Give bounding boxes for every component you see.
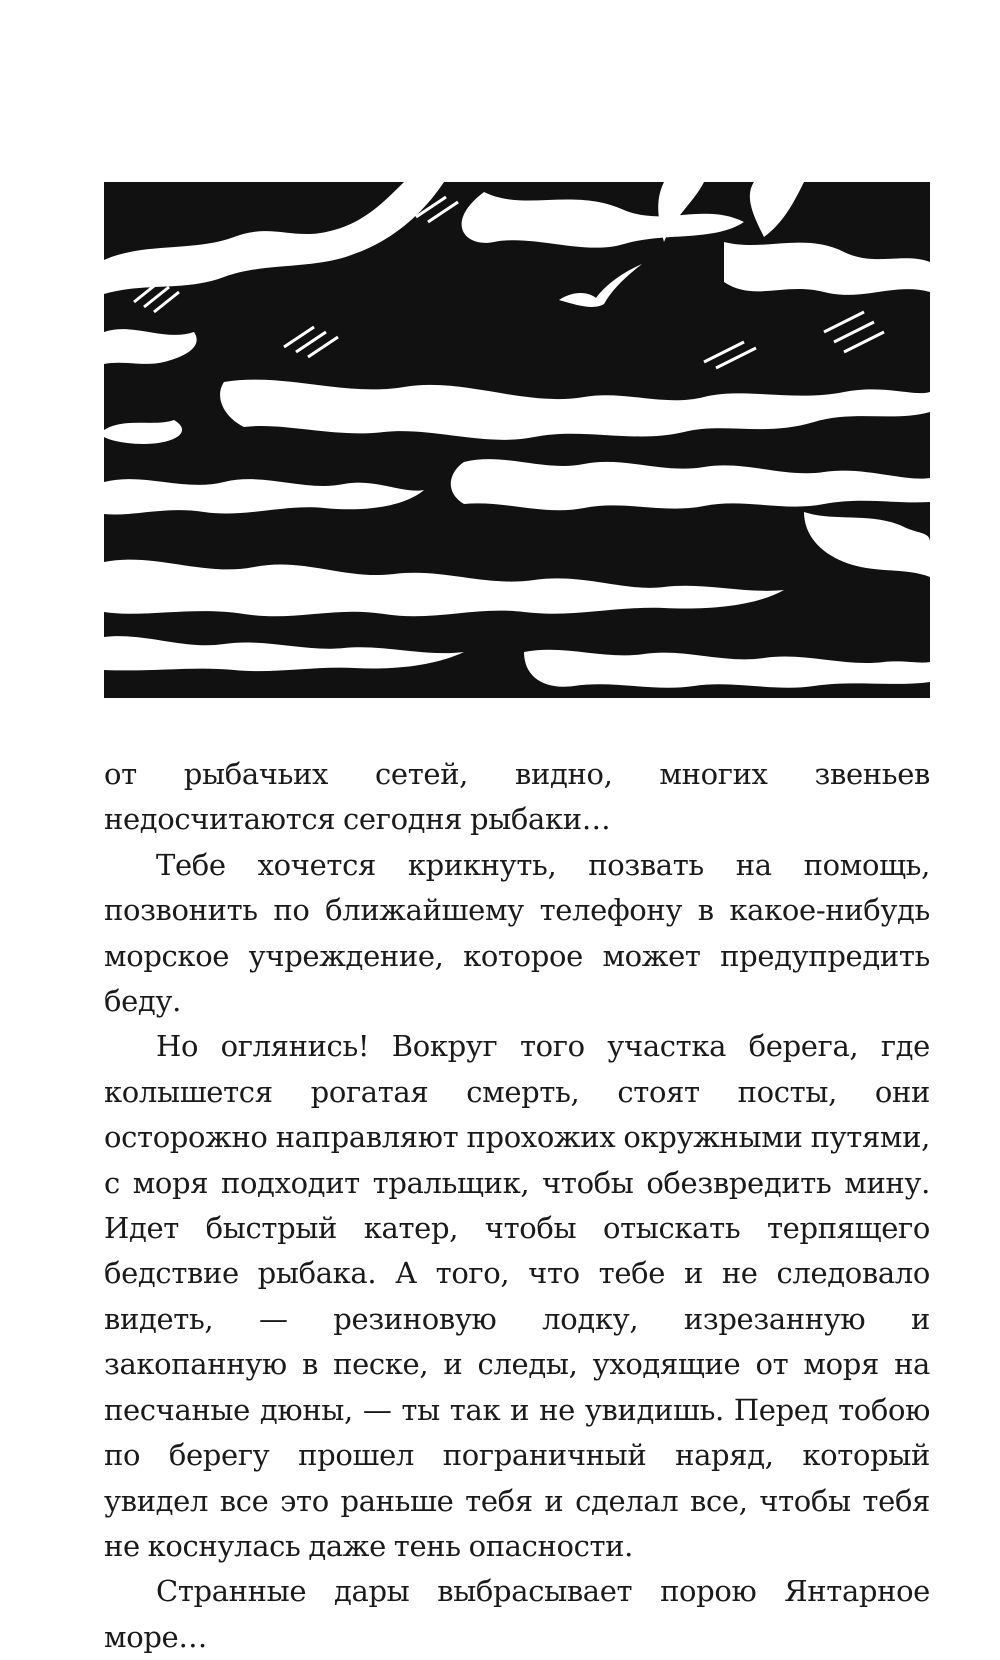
body-text <box>104 752 930 1660</box>
paragraph-4: Странные дары выбрасывает порою Янтарное море… <box>104 1574 930 1654</box>
paragraph-3: Но оглянись! Вокруг того участка берега, где колышется рогатая смерть, стоят посты, они осторожно направляют прохожих окружными путями, с моря подходит тральщик, чтобы обезвредить мину. Идет быстрый катер, чтобы отыскать терпящего бедствие рыбака. А того, что тебе и не следовало видеть, — резиновую лодку, изрезанную и закопанную в песке, и следы, уходящие от моря на песчаные дюны, — ты так и не увидишь. Перед тобою по берегу прошел пограничный наряд, который увидел все это раньше тебя и сделал все, чтобы тебя не коснулась даже тень опасности. <box>104 1029 930 1563</box>
paragraph-1-continuation: от рыбачьих сетей, видно, многих звеньев недосчитаются сегодня рыбаки… <box>104 757 930 837</box>
paragraph-2: Тебе хочется крикнуть, позвать на помощь, позвонить по ближайшему телефону в какое-нибудь морское учреждение, которое может предупредить беду. <box>104 847 930 1019</box>
stormy-sea-woodcut-illustration <box>104 182 930 698</box>
